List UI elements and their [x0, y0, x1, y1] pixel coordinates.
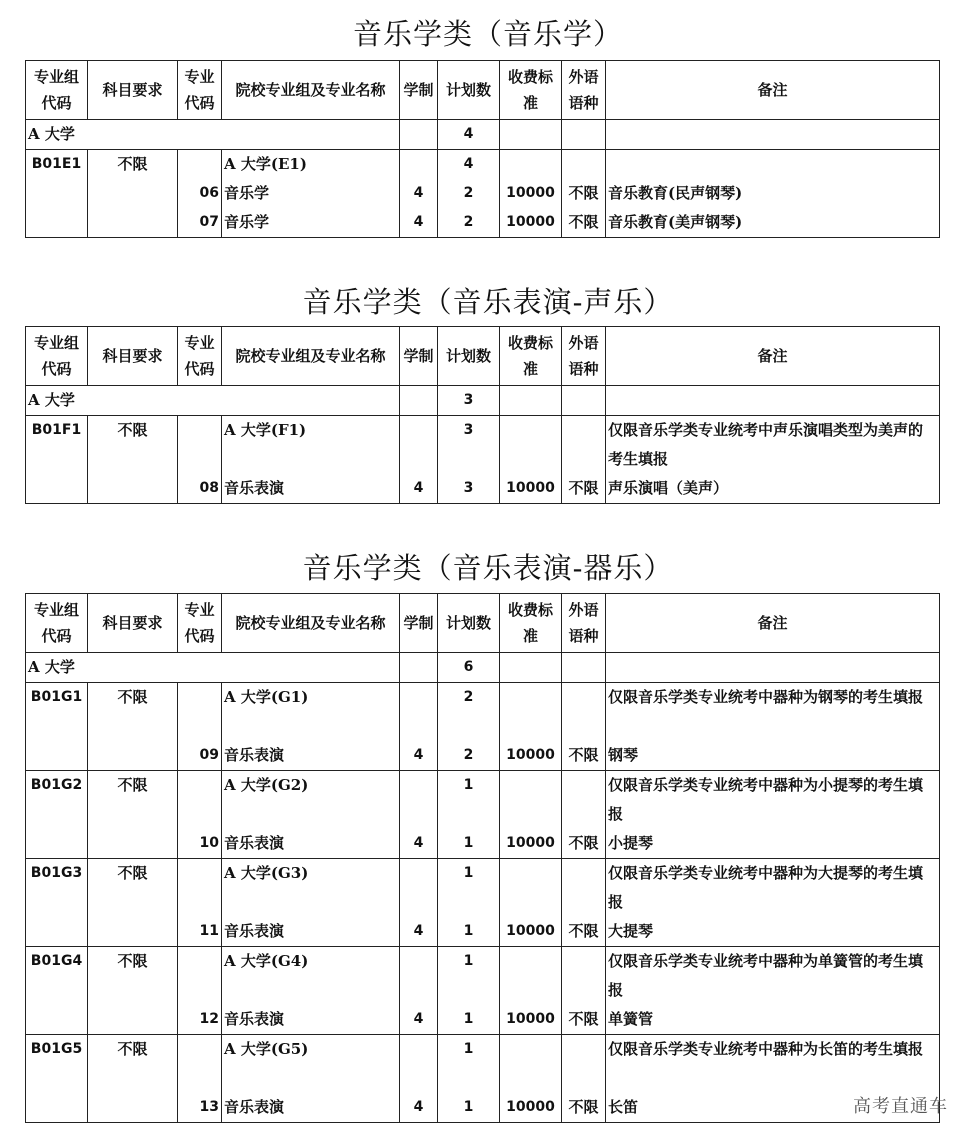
major-years: 4 — [413, 835, 424, 851]
group-row — [26, 771, 940, 859]
group-subject-req: 不限 — [117, 952, 148, 970]
header-name: 院校专业组及专业名称 — [222, 594, 400, 653]
group-code: B01G1 — [30, 689, 83, 705]
major-fee: 10000 — [506, 923, 555, 939]
group-code: B01E1 — [31, 156, 82, 172]
header-group-code: 专业组代码 — [26, 61, 88, 120]
school-plan: 6 — [438, 653, 500, 683]
group-note: 仅限音乐学类专业统考中器种为单簧管的考生填报 — [608, 952, 924, 999]
major-name: 音乐学 — [224, 184, 270, 202]
section-title-2: 音乐学类（音乐表演-声乐） — [302, 285, 674, 319]
school-name: A 大学 — [26, 653, 400, 683]
major-name: 音乐表演 — [224, 1010, 285, 1028]
major-fee: 10000 — [506, 1011, 555, 1027]
major-name: 音乐表演 — [224, 746, 285, 764]
admission-table-3 — [25, 593, 940, 1123]
header-plan: 计划数 — [438, 594, 500, 653]
major-plan: 2 — [463, 185, 474, 201]
school-plan: 4 — [438, 120, 500, 150]
major-name: 音乐表演 — [224, 922, 285, 940]
major-years: 4 — [413, 480, 424, 496]
group-subject-req: 不限 — [117, 864, 148, 882]
section-title-3: 音乐学类（音乐表演-器乐） — [302, 551, 674, 585]
major-plan: 1 — [463, 835, 474, 851]
major-plan: 1 — [463, 1011, 474, 1027]
group-code: B01F1 — [31, 422, 82, 438]
group-plan: 4 — [463, 156, 474, 172]
major-years: 4 — [413, 185, 424, 201]
header-note: 备注 — [606, 594, 940, 653]
major-years: 4 — [413, 747, 424, 763]
group-note: 仅限音乐学类专业统考中器种为小提琴的考生填报 — [608, 776, 924, 823]
group-code: B01G3 — [30, 865, 83, 881]
header-lang: 外语语种 — [562, 327, 606, 386]
major-note: 大提琴 — [608, 922, 654, 940]
major-plan: 2 — [463, 747, 474, 763]
header-fee: 收费标准 — [500, 327, 562, 386]
group-subject-req: 不限 — [117, 1040, 148, 1058]
major-years: 4 — [413, 1011, 424, 1027]
watermark: 高考直通车 — [853, 1096, 948, 1117]
header-subject-req: 科目要求 — [88, 327, 178, 386]
major-code: 11 — [199, 923, 219, 939]
major-code: 12 — [199, 1011, 219, 1027]
group-name: A 大学(G4) — [224, 952, 309, 970]
major-note: 音乐教育(美声钢琴) — [608, 213, 743, 231]
group-name: A 大学(G5) — [224, 1040, 309, 1058]
major-lang: 不限 — [568, 834, 599, 852]
major-years: 4 — [413, 214, 424, 230]
header-name: 院校专业组及专业名称 — [222, 61, 400, 120]
header-plan: 计划数 — [438, 61, 500, 120]
group-note: 仅限音乐学类专业统考中器种为长笛的考生填报 — [608, 1040, 924, 1058]
group-note: 仅限音乐学类专业统考中声乐演唱类型为美声的考生填报 — [608, 421, 924, 468]
major-lang: 不限 — [568, 479, 599, 497]
header-plan: 计划数 — [438, 327, 500, 386]
group-name: A 大学(F1) — [224, 421, 307, 439]
major-note: 单簧管 — [608, 1010, 654, 1028]
major-code: 07 — [199, 214, 219, 230]
major-lang: 不限 — [568, 922, 599, 940]
header-subject-req: 科目要求 — [88, 61, 178, 120]
group-row — [26, 859, 940, 947]
group-subject-req: 不限 — [117, 776, 148, 794]
major-plan: 2 — [463, 214, 474, 230]
group-row — [26, 683, 940, 771]
group-row — [26, 1035, 940, 1123]
group-plan: 1 — [463, 1041, 474, 1057]
major-fee: 10000 — [506, 214, 555, 230]
group-plan: 3 — [463, 422, 474, 438]
school-name: A 大学 — [26, 120, 400, 150]
header-row — [26, 594, 940, 653]
major-lang: 不限 — [568, 746, 599, 764]
group-row — [26, 947, 940, 1035]
header-row — [26, 327, 940, 386]
major-plan: 3 — [463, 480, 474, 496]
major-name: 音乐表演 — [224, 834, 285, 852]
header-subject-req: 科目要求 — [88, 594, 178, 653]
major-name: 音乐学 — [224, 213, 270, 231]
group-row — [26, 416, 940, 504]
header-years: 学制 — [400, 61, 438, 120]
header-row — [26, 61, 940, 120]
group-subject-req: 不限 — [117, 421, 148, 439]
header-major-code: 专业代码 — [178, 327, 222, 386]
group-name: A 大学(G1) — [224, 688, 309, 706]
major-years: 4 — [413, 923, 424, 939]
header-name: 院校专业组及专业名称 — [222, 327, 400, 386]
major-plan: 1 — [463, 923, 474, 939]
group-code: B01G4 — [30, 953, 83, 969]
group-subject-req: 不限 — [117, 688, 148, 706]
major-fee: 10000 — [506, 480, 555, 496]
group-name: A 大学(G2) — [224, 776, 309, 794]
major-lang: 不限 — [568, 1098, 599, 1116]
major-note: 钢琴 — [608, 746, 639, 764]
major-fee: 10000 — [506, 1099, 555, 1115]
header-lang: 外语语种 — [562, 594, 606, 653]
group-plan: 1 — [463, 953, 474, 969]
header-fee: 收费标准 — [500, 594, 562, 653]
major-fee: 10000 — [506, 835, 555, 851]
header-major-code: 专业代码 — [178, 594, 222, 653]
major-code: 10 — [199, 835, 219, 851]
major-years: 4 — [413, 1099, 424, 1115]
group-plan: 2 — [463, 689, 474, 705]
group-code: B01G5 — [30, 1041, 83, 1057]
group-name: A 大学(G3) — [224, 864, 309, 882]
group-note: 仅限音乐学类专业统考中器种为钢琴的考生填报 — [608, 688, 924, 706]
header-years: 学制 — [400, 327, 438, 386]
school-row — [26, 120, 940, 150]
header-group-code: 专业组代码 — [26, 594, 88, 653]
header-fee: 收费标准 — [500, 61, 562, 120]
header-lang: 外语语种 — [562, 61, 606, 120]
group-row — [26, 150, 940, 238]
group-plan: 1 — [463, 865, 474, 881]
major-note: 长笛 — [608, 1098, 639, 1116]
group-plan: 1 — [463, 777, 474, 793]
admission-table-2 — [25, 326, 940, 504]
major-note: 音乐教育(民声钢琴) — [608, 184, 743, 202]
school-row — [26, 653, 940, 683]
header-note: 备注 — [606, 327, 940, 386]
school-row — [26, 386, 940, 416]
section-title-1: 音乐学类（音乐学） — [352, 17, 623, 51]
major-code: 09 — [199, 747, 219, 763]
header-note: 备注 — [606, 61, 940, 120]
group-subject-req: 不限 — [117, 155, 148, 173]
major-note: 小提琴 — [608, 834, 654, 852]
major-lang: 不限 — [568, 213, 599, 231]
major-code: 06 — [199, 185, 219, 201]
major-name: 音乐表演 — [224, 479, 285, 497]
major-lang: 不限 — [568, 184, 599, 202]
school-name: A 大学 — [26, 386, 400, 416]
admission-table-1 — [25, 60, 940, 238]
major-code: 08 — [199, 480, 219, 496]
major-code: 13 — [199, 1099, 219, 1115]
header-major-code: 专业代码 — [178, 61, 222, 120]
major-lang: 不限 — [568, 1010, 599, 1028]
header-years: 学制 — [400, 594, 438, 653]
group-name: A 大学(E1) — [224, 155, 307, 173]
major-note: 声乐演唱（美声） — [608, 479, 729, 497]
major-plan: 1 — [463, 1099, 474, 1115]
group-code: B01G2 — [30, 777, 83, 793]
major-fee: 10000 — [506, 747, 555, 763]
major-fee: 10000 — [506, 185, 555, 201]
major-name: 音乐表演 — [224, 1098, 285, 1116]
school-plan: 3 — [438, 386, 500, 416]
group-note: 仅限音乐学类专业统考中器种为大提琴的考生填报 — [608, 864, 924, 911]
header-group-code: 专业组代码 — [26, 327, 88, 386]
